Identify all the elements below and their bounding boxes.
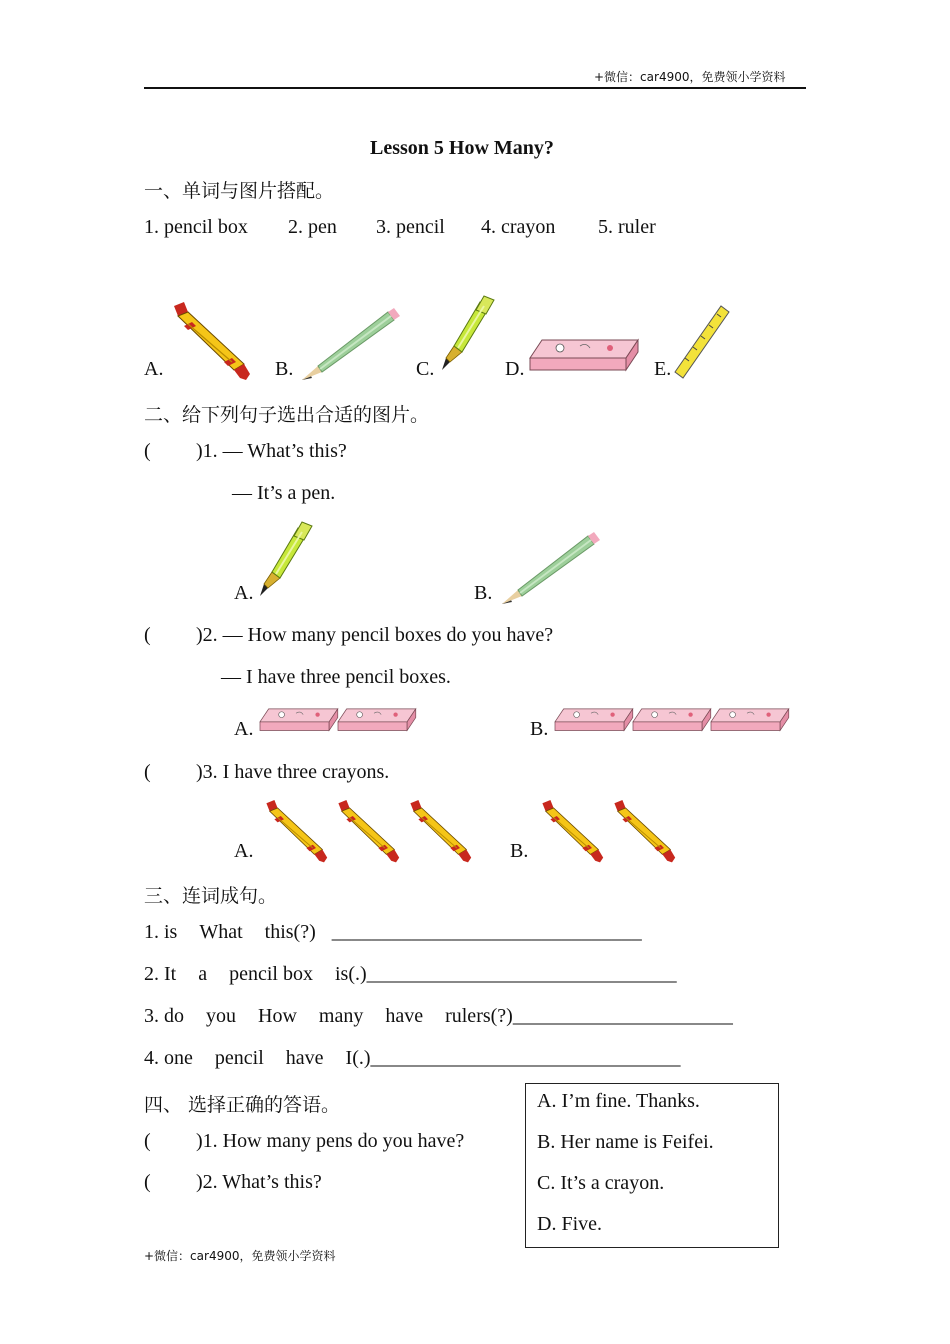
s3-item-4: [144, 1047, 681, 1070]
crayon-icon: [536, 800, 612, 860]
answer-blank[interactable]: ______________________: [512, 1005, 733, 1027]
pencil-box-icon: [260, 706, 340, 736]
section4-heading: 四、 选择正确的答语。: [144, 1094, 341, 1116]
q2-line2: — I have three pencil boxes.: [221, 666, 451, 688]
s3-item-1: [144, 921, 642, 944]
option-c-label: C.: [416, 358, 435, 380]
q2-line1: )2. — How many pencil boxes do you have?: [196, 624, 554, 646]
q3-paren: (: [144, 761, 151, 783]
section2-heading: 二、给下列句子选出合适的图片。: [144, 404, 430, 426]
s3-item-3: [144, 1005, 733, 1028]
q2-a-label: A.: [234, 718, 254, 740]
word-2: 2. pen: [288, 216, 337, 238]
word: What: [199, 921, 243, 943]
ruler-icon: [675, 306, 731, 380]
crayon-icon: [404, 800, 480, 860]
word: 3. do: [144, 1005, 184, 1027]
q3-a-label: A.: [234, 840, 254, 862]
word-3: 3. pencil: [376, 216, 445, 238]
s4-q2-text: )2. What’s this?: [196, 1171, 322, 1193]
option-d-label: D.: [505, 358, 525, 380]
pencil-icon: [296, 304, 406, 382]
word: I(.): [345, 1047, 371, 1069]
answer-option-d: D. Five.: [537, 1213, 602, 1235]
word: pencil box: [229, 963, 313, 985]
q2-paren: (: [144, 624, 151, 646]
answer-blank[interactable]: _______________________________: [370, 1047, 681, 1069]
q3-line1: )3. I have three crayons.: [196, 761, 390, 783]
q1-paren: (: [144, 440, 151, 462]
answer-blank[interactable]: _______________________________: [331, 921, 642, 943]
header-watermark: +微信：car4900，免费领小学资料: [594, 70, 786, 84]
crayon-icon: [260, 800, 336, 860]
header-rule: [144, 87, 806, 89]
word: pencil: [214, 1047, 264, 1069]
pencil-icon: [496, 528, 606, 606]
word: have: [385, 1005, 424, 1027]
q2-b-label: B.: [530, 718, 549, 740]
option-b-label: B.: [275, 358, 294, 380]
word: have: [285, 1047, 324, 1069]
word: this(?): [264, 921, 316, 943]
word: 2. It: [144, 963, 177, 985]
s4-q1-paren: (: [144, 1130, 151, 1152]
word: many: [318, 1005, 364, 1027]
answer-option-a: A. I’m fine. Thanks.: [537, 1090, 700, 1112]
q1-b-label: B.: [474, 582, 493, 604]
answer-option-b: B. Her name is Feifei.: [537, 1131, 714, 1153]
q1-a-label: A.: [234, 582, 254, 604]
word: a: [198, 963, 208, 985]
word: rulers(?): [445, 1005, 513, 1027]
word-5: 5. ruler: [598, 216, 656, 238]
pencil-box-icon: [555, 706, 635, 736]
word: is(.): [334, 963, 367, 985]
word: 1. is: [144, 921, 178, 943]
q1-line2: — It’s a pen.: [232, 482, 336, 504]
word: 4. one: [144, 1047, 193, 1069]
pencil-box-icon: [530, 336, 642, 376]
section3-heading: 三、连词成句。: [144, 885, 278, 907]
option-a-label: A.: [144, 358, 164, 380]
footer-watermark: +微信：car4900，免费领小学资料: [144, 1249, 336, 1263]
s3-item-2: [144, 963, 677, 986]
pencil-box-icon: [338, 706, 418, 736]
q1-line1: )1. — What’s this?: [196, 440, 347, 462]
word: How: [258, 1005, 297, 1027]
s4-q1-text: )1. How many pens do you have?: [196, 1130, 465, 1152]
pen-icon: [258, 522, 314, 602]
pencil-box-icon: [711, 706, 791, 736]
page-title: Lesson 5 How Many?: [370, 137, 554, 159]
pen-icon: [440, 296, 496, 376]
word: you: [206, 1005, 236, 1027]
option-e-label: E.: [654, 358, 672, 380]
q3-b-label: B.: [510, 840, 529, 862]
crayon-icon: [166, 302, 258, 380]
crayon-icon: [608, 800, 684, 860]
answer-blank[interactable]: _______________________________: [366, 963, 677, 985]
pencil-box-icon: [633, 706, 713, 736]
word-1: 1. pencil box: [144, 216, 248, 238]
crayon-icon: [332, 800, 408, 860]
answer-option-c: C. It’s a crayon.: [537, 1172, 665, 1194]
section1-heading: 一、单词与图片搭配。: [144, 180, 335, 202]
word-4: 4. crayon: [481, 216, 556, 238]
s4-q2-paren: (: [144, 1171, 151, 1193]
